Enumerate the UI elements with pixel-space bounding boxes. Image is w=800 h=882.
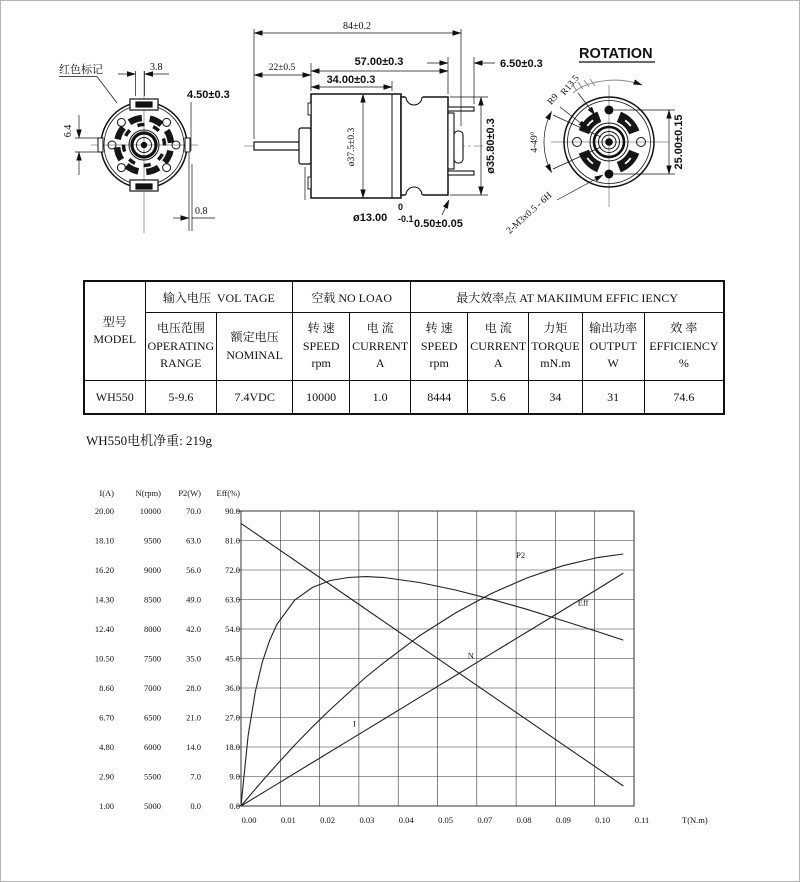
axis-tick-I: 18.10: [94, 535, 114, 546]
side-shaft: [254, 142, 299, 150]
x-tick-label: 0.02: [320, 815, 336, 825]
axis-tick-P2: 14.0: [186, 742, 201, 752]
axis-tick-P2: 0.0: [190, 801, 201, 811]
axis-tick-I: 16.20: [94, 565, 114, 575]
axis-header-I: I(A): [99, 488, 114, 498]
side-dim-can-label: 34.00±0.3: [326, 74, 376, 86]
axis-tick-Eff: 81.0: [225, 535, 240, 546]
axis-tick-N: 5500: [144, 771, 161, 782]
front-dim-0_8-label: 0.8: [195, 206, 208, 217]
value-operating-range: 5-9.6: [145, 381, 217, 415]
rear-rotation-title: ROTATION: [579, 46, 653, 62]
side-dim-end-dia-label: ø35.80±0.3: [485, 118, 497, 174]
axis-tick-N: 9500: [144, 535, 161, 546]
side-dim-boss-tol-top: 0: [398, 202, 404, 212]
group-header-maxeff: 最大效率点 AT MAKIIMUM EFFIC IENCY: [411, 281, 724, 313]
axis-tick-I: 4.80: [99, 742, 114, 752]
axis-tick-Eff: 0.0: [229, 801, 240, 811]
value-efficiency: 74.6: [644, 381, 724, 415]
x-tick-label: 0.09: [555, 815, 571, 825]
rear-dim-thread-label: 2-M3x0.5 - 6H: [505, 190, 555, 237]
spec-data-row: [84, 381, 724, 415]
side-dim-body-label: 57.00±0.3: [354, 56, 404, 68]
axis-tick-Eff: 54.0: [225, 624, 240, 634]
sub-header-efficiency: 效 率 EFFICIENCY %: [644, 313, 724, 381]
axis-tick-I: 6.70: [99, 712, 114, 723]
axis-tick-N: 7500: [144, 653, 161, 664]
rear-dim-angle-label: 4-49°: [530, 131, 540, 153]
rear-screw-hole-top: [605, 106, 614, 115]
value-output-power: 31: [582, 381, 644, 415]
axis-tick-P2: 49.0: [186, 594, 201, 605]
axis-header-Eff: Eff(%): [216, 488, 240, 498]
axis-tick-N: 10000: [139, 506, 161, 516]
side-dim-boss-dia-label: ø13.00: [353, 212, 388, 224]
axis-tick-Eff: 9.0: [229, 771, 240, 782]
x-tick-label: 0.05: [438, 815, 453, 825]
group-header-noload: 空载 NO LOAO: [293, 281, 411, 313]
axis-tick-P2: 7.0: [190, 771, 201, 782]
rear-dim-r135-label: R13.5: [559, 73, 582, 98]
curve-I: [241, 573, 623, 806]
curve-P2: [241, 554, 623, 806]
side-dim-shaft-label: 22±0.5: [268, 63, 296, 73]
axis-header-N: N(rpm): [135, 488, 161, 498]
side-rear-boss: [454, 131, 463, 163]
axis-tick-N: 8500: [144, 594, 161, 605]
sub-header-noload-current: 电 流 CURRENT A: [350, 313, 411, 381]
value-maxeff-current: 5.6: [468, 381, 529, 415]
axis-tick-N: 5000: [144, 801, 161, 811]
spec-table: [83, 280, 725, 415]
axis-tick-Eff: 36.0: [225, 683, 240, 693]
axis-tick-N: 8000: [144, 624, 161, 634]
axis-tick-I: 14.30: [94, 594, 114, 605]
axis-tick-I: 10.50: [94, 653, 114, 664]
sub-header-maxeff-speed: 转 速 SPEED rpm: [411, 313, 468, 381]
front-shaft-center: [141, 142, 147, 148]
front-view: [59, 62, 230, 233]
side-view: [244, 21, 543, 230]
axis-tick-P2: 35.0: [186, 653, 201, 664]
curve-label-P2: P2: [516, 550, 526, 561]
front-dim-3_8: [118, 71, 169, 96]
value-maxeff-speed: 8444: [411, 381, 468, 415]
axis-tick-N: 9000: [144, 565, 161, 575]
front-dim-terminal-label: 4.50±0.3: [187, 89, 230, 101]
axis-tick-P2: 56.0: [186, 565, 201, 575]
front-dim-0_8: [173, 153, 215, 231]
axis-header-P2: P2(W): [178, 488, 201, 498]
group-header-voltage: 输入电压 VOL TAGE: [145, 281, 293, 313]
value-torque: 34: [529, 381, 582, 415]
x-tick-label: 0.00: [241, 815, 257, 825]
rear-view: [505, 46, 685, 236]
curve-N: [241, 523, 623, 786]
sub-header-noload-speed: 转 速 SPEED rpm: [293, 313, 350, 381]
axis-tick-P2: 70.0: [186, 506, 201, 516]
x-tick-label: 0.10: [595, 815, 611, 825]
side-endcap: [401, 97, 448, 195]
side-bearing-boss: [299, 128, 311, 164]
col-header-model: 型号 MODEL: [84, 281, 145, 381]
axis-tick-I: 8.60: [99, 683, 114, 693]
side-dim-overall-label: 84±0.2: [343, 21, 371, 32]
axis-tick-N: 6500: [144, 712, 161, 723]
axis-tick-Eff: 90.0: [225, 506, 240, 516]
axis-tick-I: 20.00: [94, 506, 114, 516]
curve-label-N: N: [467, 650, 474, 661]
side-dim-terminal-len-label: 6.50±0.3: [500, 58, 543, 70]
axis-tick-Eff: 18.0: [225, 742, 240, 752]
sub-header-nominal: 额定电压 NOMINAL: [217, 313, 293, 381]
value-model: WH550: [84, 381, 145, 415]
sub-header-maxeff-current: 电 流 CURRENT A: [468, 313, 529, 381]
axis-tick-N: 6000: [144, 742, 161, 752]
axis-tick-I: 12.40: [94, 624, 114, 634]
x-tick-label: 0.08: [516, 815, 532, 825]
front-red-mark-label: 红色标记: [59, 64, 103, 76]
x-tick-label: 0.01: [280, 815, 296, 825]
rear-dim-r9-label: R9: [546, 92, 561, 108]
rear-shaft-center: [605, 138, 613, 146]
rear-dim-holes-label: 25.00±0.15: [673, 114, 685, 170]
value-nominal-voltage: 7.4VDC: [217, 381, 293, 415]
side-dim-boss-tol-bot: -0.1: [398, 214, 414, 224]
value-noload-speed: 10000: [293, 381, 350, 415]
sub-header-operating-range: 电压范围 OPERATING RANGE: [145, 313, 217, 381]
axis-tick-I: 2.90: [99, 771, 114, 782]
axis-tick-P2: 63.0: [186, 535, 201, 546]
x-tick-label: 0.11: [634, 815, 650, 825]
axis-tick-P2: 42.0: [186, 624, 201, 634]
curve-label-Eff: Eff: [577, 597, 589, 608]
side-dim-washer-label: 0.50±0.05: [414, 218, 463, 230]
side-terminal-bottom: [448, 171, 474, 175]
x-axis-unit-label: T(N.m): [682, 815, 708, 825]
axis-tick-I: 1.00: [99, 801, 114, 811]
side-dim-body-dia-label: ø37.5±0.3: [347, 127, 357, 167]
rotation-direction-arrow: [572, 79, 642, 93]
weight-note: WH550电机净重: 219g: [86, 433, 213, 448]
axis-tick-Eff: 72.0: [225, 565, 240, 575]
performance-chart: [76, 479, 736, 851]
x-tick-label: 0.04: [398, 815, 414, 825]
front-dim-6_4-label: 6.4: [63, 124, 74, 138]
sub-header-output: 输出功率 OUTPUT W: [582, 313, 644, 381]
axis-tick-P2: 21.0: [186, 712, 201, 723]
rear-screw-hole-bottom: [605, 170, 614, 179]
value-noload-current: 1.0: [350, 381, 411, 415]
axis-tick-N: 7000: [144, 683, 161, 693]
front-dim-3_8-label: 3.8: [150, 62, 163, 73]
sub-header-torque: 力矩 TORQUE mN.m: [529, 313, 582, 381]
engineering-drawings: [1, 1, 800, 269]
curve-label-I: I: [353, 718, 356, 729]
axis-tick-Eff: 63.0: [225, 594, 240, 605]
axis-tick-Eff: 45.0: [225, 653, 240, 664]
axis-tick-P2: 28.0: [186, 683, 201, 693]
x-tick-label: 0.07: [477, 815, 493, 825]
x-tick-label: 0.03: [359, 815, 375, 825]
axis-tick-Eff: 27.0: [225, 712, 240, 723]
